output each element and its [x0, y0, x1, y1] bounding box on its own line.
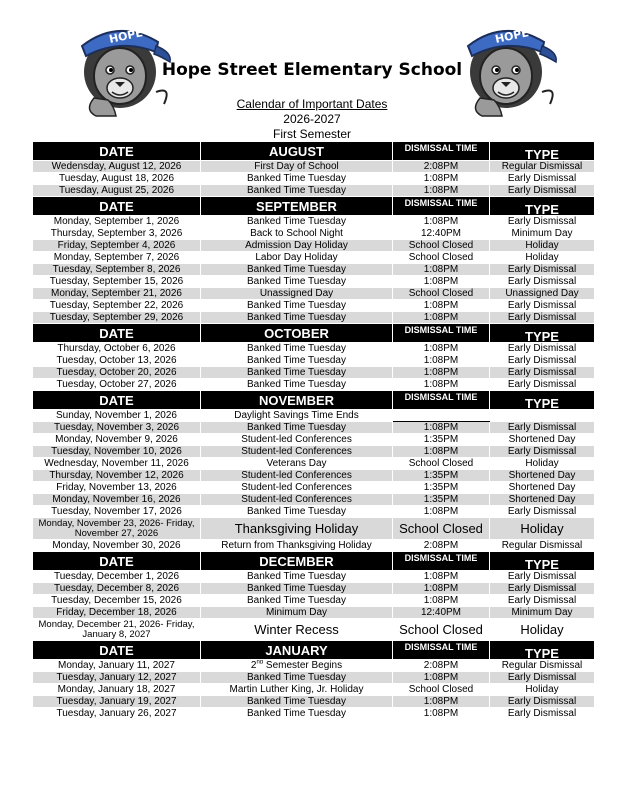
table-row: [33, 422, 595, 434]
dismissal-time-cell: 1:08PM: [393, 379, 490, 391]
dismissal-time-cell: School Closed: [393, 240, 490, 252]
date-cell: Tuesday, September 15, 2026: [33, 276, 201, 288]
dismissal-time-cell: 2:08PM: [393, 540, 490, 552]
dismissal-time-cell: 1:08PM: [393, 276, 490, 288]
month-header-row: [33, 197, 595, 216]
event-cell: Daylight Savings Time Ends: [201, 410, 393, 422]
table-row: [33, 252, 595, 264]
event-cell: Banked Time Tuesday: [201, 300, 393, 312]
event-cell: Banked Time Tuesday: [201, 696, 393, 708]
event-cell: Labor Day Holiday: [201, 252, 393, 264]
event-cell: Student-led Conferences: [201, 482, 393, 494]
type-cell: Early Dismissal: [490, 595, 595, 607]
dismissal-time-cell: 2:08PM: [393, 660, 490, 672]
dismissal-time-cell: 1:08PM: [393, 506, 490, 518]
type-column-header: TYPE: [490, 552, 595, 571]
event-cell: Return from Thanksgiving Holiday: [201, 540, 393, 552]
month-header: DECEMBER: [201, 552, 393, 571]
date-cell: Tuesday, January 12, 2027: [33, 672, 201, 684]
table-row: [33, 410, 595, 422]
dismissal-time-cell: 12:40PM: [393, 228, 490, 240]
dismissal-time-cell: 2:08PM: [393, 161, 490, 173]
table-row: [33, 161, 595, 173]
table-row: [33, 684, 595, 696]
table-row: [33, 185, 595, 197]
table-row: [33, 619, 595, 641]
type-cell: Early Dismissal: [490, 571, 595, 583]
event-cell: Banked Time Tuesday: [201, 355, 393, 367]
month-header-row: [33, 142, 595, 161]
semester-label: First Semester: [272, 127, 351, 141]
event-cell: Veterans Day: [201, 458, 393, 470]
event-cell: Back to School Night: [201, 228, 393, 240]
dismissal-time-cell: School Closed: [393, 288, 490, 300]
type-cell: Shortened Day: [490, 434, 595, 446]
event-cell: Martin Luther King, Jr. Holiday: [201, 684, 393, 696]
month-header: NOVEMBER: [201, 391, 393, 410]
date-cell: Monday, September 21, 2026: [33, 288, 201, 300]
table-row: [33, 571, 595, 583]
date-column-header: DATE: [33, 197, 201, 216]
type-cell: Early Dismissal: [490, 583, 595, 595]
month-header-row: [33, 324, 595, 343]
mascot-cap-text: HOPE: [493, 26, 531, 46]
month-header: SEPTEMBER: [201, 197, 393, 216]
table-row: [33, 312, 595, 324]
dismissal-time-column-header: DISMISSAL TIME: [393, 324, 490, 343]
type-cell: Shortened Day: [490, 482, 595, 494]
date-column-header: DATE: [33, 391, 201, 410]
dismissal-time-cell: 1:08PM: [393, 595, 490, 607]
calendar-subtitle: [0, 97, 624, 111]
type-cell: Holiday: [490, 619, 595, 641]
date-cell: Tuesday, January 19, 2027: [33, 696, 201, 708]
event-cell: Banked Time Tuesday: [201, 312, 393, 324]
date-cell: Tuesday, December 1, 2026: [33, 571, 201, 583]
date-cell: Tuesday, August 25, 2026: [33, 185, 201, 197]
dismissal-time-cell: 1:35PM: [393, 434, 490, 446]
type-cell: Holiday: [490, 518, 595, 540]
date-cell: Tuesday, October 13, 2026: [33, 355, 201, 367]
type-column-header: TYPE: [490, 391, 595, 410]
dismissal-time-cell: 1:35PM: [393, 482, 490, 494]
dismissal-time-cell: 1:08PM: [393, 672, 490, 684]
table-row: [33, 355, 595, 367]
dismissal-time-cell: 1:08PM: [393, 312, 490, 324]
event-cell: Admission Day Holiday: [201, 240, 393, 252]
event-cell: Banked Time Tuesday: [201, 672, 393, 684]
dismissal-time-column-header: DISMISSAL TIME: [393, 197, 490, 216]
type-cell: Early Dismissal: [490, 446, 595, 458]
date-cell: Wednesday, November 11, 2026: [33, 458, 201, 470]
table-row: [33, 470, 595, 482]
month-header-row: [33, 641, 595, 660]
date-cell: Tuesday, October 20, 2026: [33, 367, 201, 379]
event-cell: Student-led Conferences: [201, 446, 393, 458]
event-cell: Banked Time Tuesday: [201, 506, 393, 518]
table-row: [33, 494, 595, 506]
type-cell: Early Dismissal: [490, 185, 595, 197]
event-cell: Banked Time Tuesday: [201, 185, 393, 197]
table-row: [33, 240, 595, 252]
date-cell: Tuesday, December 8, 2026: [33, 583, 201, 595]
type-cell: Holiday: [490, 458, 595, 470]
date-cell: Thursday, September 3, 2026: [33, 228, 201, 240]
type-cell: Early Dismissal: [490, 672, 595, 684]
dismissal-time-cell: School Closed: [393, 252, 490, 264]
school-name: Hope Street Elementary School: [161, 60, 463, 80]
event-text: Semester Begins: [263, 660, 343, 671]
type-column-header: TYPE: [490, 641, 595, 660]
mascot-cap-text: HOPE: [107, 26, 145, 46]
month-header: OCTOBER: [201, 324, 393, 343]
type-cell: Early Dismissal: [490, 216, 595, 228]
type-cell: Early Dismissal: [490, 696, 595, 708]
date-cell: Monday, September 1, 2026: [33, 216, 201, 228]
dismissal-time-cell: 1:08PM: [393, 173, 490, 185]
date-cell: Tuesday, January 26, 2027: [33, 708, 201, 720]
date-cell: Monday, November 23, 2026- Friday, November 27, 2026: [33, 518, 201, 540]
type-cell: Early Dismissal: [490, 343, 595, 355]
dismissal-time-cell: 1:08PM: [393, 583, 490, 595]
table-row: [33, 540, 595, 552]
month-header-row: [33, 391, 595, 410]
dismissal-time-column-header: DISMISSAL TIME: [393, 552, 490, 571]
event-cell: Student-led Conferences: [201, 494, 393, 506]
event-cell: Thanksgiving Holiday: [201, 518, 393, 540]
date-column-header: DATE: [33, 324, 201, 343]
dismissal-time-cell: 1:35PM: [393, 494, 490, 506]
date-cell: Tuesday, September 8, 2026: [33, 264, 201, 276]
month-header-row: [33, 552, 595, 571]
type-cell: Early Dismissal: [490, 422, 595, 434]
date-cell: Monday, September 7, 2026: [33, 252, 201, 264]
event-cell: Student-led Conferences: [201, 470, 393, 482]
type-cell: Early Dismissal: [490, 708, 595, 720]
table-row: [33, 506, 595, 518]
type-cell: Early Dismissal: [490, 300, 595, 312]
table-row: [33, 343, 595, 355]
type-cell: Early Dismissal: [490, 355, 595, 367]
table-row: [33, 482, 595, 494]
type-cell: Shortened Day: [490, 470, 595, 482]
event-ordinal: 2: [250, 660, 257, 671]
event-cell: [201, 660, 393, 672]
dismissal-time-column-header: DISMISSAL TIME: [393, 641, 490, 660]
event-cell: Unassigned Day: [201, 288, 393, 300]
event-cell: Banked Time Tuesday: [201, 708, 393, 720]
type-cell: Early Dismissal: [490, 312, 595, 324]
date-cell: Tuesday, October 27, 2026: [33, 379, 201, 391]
type-cell: Early Dismissal: [490, 379, 595, 391]
table-row: [33, 288, 595, 300]
type-cell: Shortened Day: [490, 494, 595, 506]
event-cell: Banked Time Tuesday: [201, 173, 393, 185]
event-cell: Banked Time Tuesday: [201, 379, 393, 391]
event-cell: Banked Time Tuesday: [201, 583, 393, 595]
date-cell: Wedensday, August 12, 2026: [33, 161, 201, 173]
dismissal-time-cell: 1:08PM: [393, 367, 490, 379]
type-cell: Early Dismissal: [490, 264, 595, 276]
table-row: [33, 446, 595, 458]
calendar-body: [33, 142, 595, 720]
table-row: [33, 607, 595, 619]
type-cell: Regular Dismissal: [490, 161, 595, 173]
dismissal-time-cell: 12:40PM: [393, 607, 490, 619]
table-row: [33, 434, 595, 446]
event-cell: Banked Time Tuesday: [201, 216, 393, 228]
type-cell: Holiday: [490, 240, 595, 252]
date-cell: Tuesday, September 22, 2026: [33, 300, 201, 312]
event-cell: Banked Time Tuesday: [201, 595, 393, 607]
date-cell: Monday, January 18, 2027: [33, 684, 201, 696]
table-row: [33, 583, 595, 595]
date-cell: Friday, September 4, 2026: [33, 240, 201, 252]
date-cell: Friday, December 18, 2026: [33, 607, 201, 619]
date-cell: Monday, December 21, 2026- Friday, January 8, 2027: [33, 619, 201, 641]
type-cell: Minimum Day: [490, 228, 595, 240]
table-row: [33, 173, 595, 185]
event-cell: Banked Time Tuesday: [201, 571, 393, 583]
event-cell: Banked Time Tuesday: [201, 343, 393, 355]
type-column-header: TYPE: [490, 142, 595, 161]
dismissal-time-cell: 1:08PM: [393, 264, 490, 276]
type-cell: Holiday: [490, 684, 595, 696]
type-cell: Holiday: [490, 252, 595, 264]
date-cell: Monday, November 9, 2026: [33, 434, 201, 446]
dismissal-time-cell: 1:08PM: [393, 343, 490, 355]
table-row: [33, 264, 595, 276]
month-header: AUGUST: [201, 142, 393, 161]
date-cell: Thursday, October 6, 2026: [33, 343, 201, 355]
date-cell: Friday, November 13, 2026: [33, 482, 201, 494]
dismissal-time-cell: 1:08PM: [393, 216, 490, 228]
date-cell: Thursday, November 12, 2026: [33, 470, 201, 482]
date-cell: Tuesday, August 18, 2026: [33, 173, 201, 185]
type-cell: Early Dismissal: [490, 173, 595, 185]
event-cell: Minimum Day: [201, 607, 393, 619]
empty-type-cell: [490, 410, 595, 422]
event-cell: Winter Recess: [201, 619, 393, 641]
type-cell: Minimum Day: [490, 607, 595, 619]
table-row: [33, 696, 595, 708]
dismissal-time-cell: School Closed: [393, 518, 490, 540]
dismissal-time-cell: 1:08PM: [393, 422, 490, 434]
dismissal-time-cell: School Closed: [393, 684, 490, 696]
type-cell: Regular Dismissal: [490, 660, 595, 672]
date-cell: Monday, November 30, 2026: [33, 540, 201, 552]
date-column-header: DATE: [33, 142, 201, 161]
type-column-header: TYPE: [490, 324, 595, 343]
event-cell: Student-led Conferences: [201, 434, 393, 446]
dismissal-time-cell: 1:08PM: [393, 696, 490, 708]
table-row: [33, 228, 595, 240]
table-row: [33, 672, 595, 684]
date-cell: Tuesday, November 10, 2026: [33, 446, 201, 458]
type-cell: Early Dismissal: [490, 506, 595, 518]
date-cell: Tuesday, November 17, 2026: [33, 506, 201, 518]
table-row: [33, 216, 595, 228]
type-cell: Regular Dismissal: [490, 540, 595, 552]
table-row: [33, 595, 595, 607]
event-cell: Banked Time Tuesday: [201, 276, 393, 288]
dismissal-time-cell: 1:08PM: [393, 571, 490, 583]
event-cell: Banked Time Tuesday: [201, 367, 393, 379]
dismissal-time-cell: 1:08PM: [393, 446, 490, 458]
calendar-table: [32, 141, 595, 720]
calendar-subtitle-text: Calendar of Important Dates: [236, 97, 388, 111]
date-cell: Tuesday, September 29, 2026: [33, 312, 201, 324]
table-row: [33, 300, 595, 312]
date-column-header: DATE: [33, 552, 201, 571]
dismissal-time-cell: 1:35PM: [393, 470, 490, 482]
dismissal-time-cell: 1:08PM: [393, 185, 490, 197]
date-cell: Monday, November 16, 2026: [33, 494, 201, 506]
event-cell: Banked Time Tuesday: [201, 264, 393, 276]
type-cell: Early Dismissal: [490, 367, 595, 379]
dismissal-time-cell: School Closed: [393, 619, 490, 641]
school-year: 2026-2027: [283, 112, 341, 126]
date-cell: Tuesday, December 15, 2026: [33, 595, 201, 607]
dismissal-time-column-header: DISMISSAL TIME: [393, 142, 490, 161]
date-cell: Monday, January 11, 2027: [33, 660, 201, 672]
table-row: [33, 276, 595, 288]
type-cell: Early Dismissal: [490, 276, 595, 288]
event-cell: Banked Time Tuesday: [201, 422, 393, 434]
dismissal-time-cell: 1:08PM: [393, 300, 490, 312]
table-row: [33, 660, 595, 672]
type-cell: Unassigned Day: [490, 288, 595, 300]
date-cell: Sunday, November 1, 2026: [33, 410, 201, 422]
table-row: [33, 379, 595, 391]
dismissal-time-column-header: DISMISSAL TIME: [393, 391, 490, 410]
dismissal-time-cell: School Closed: [393, 458, 490, 470]
dismissal-time-cell: 1:08PM: [393, 355, 490, 367]
dismissal-time-cell: 1:08PM: [393, 708, 490, 720]
table-row: [33, 458, 595, 470]
table-row: [33, 708, 595, 720]
event-cell: First Day of School: [201, 161, 393, 173]
table-row: [33, 518, 595, 540]
empty-dismissal-cell: [393, 410, 490, 422]
date-column-header: DATE: [33, 641, 201, 660]
table-row: [33, 367, 595, 379]
month-header: JANUARY: [201, 641, 393, 660]
ordinal-suffix: nd: [256, 659, 264, 666]
type-column-header: TYPE: [490, 197, 595, 216]
date-cell: Tuesday, November 3, 2026: [33, 422, 201, 434]
